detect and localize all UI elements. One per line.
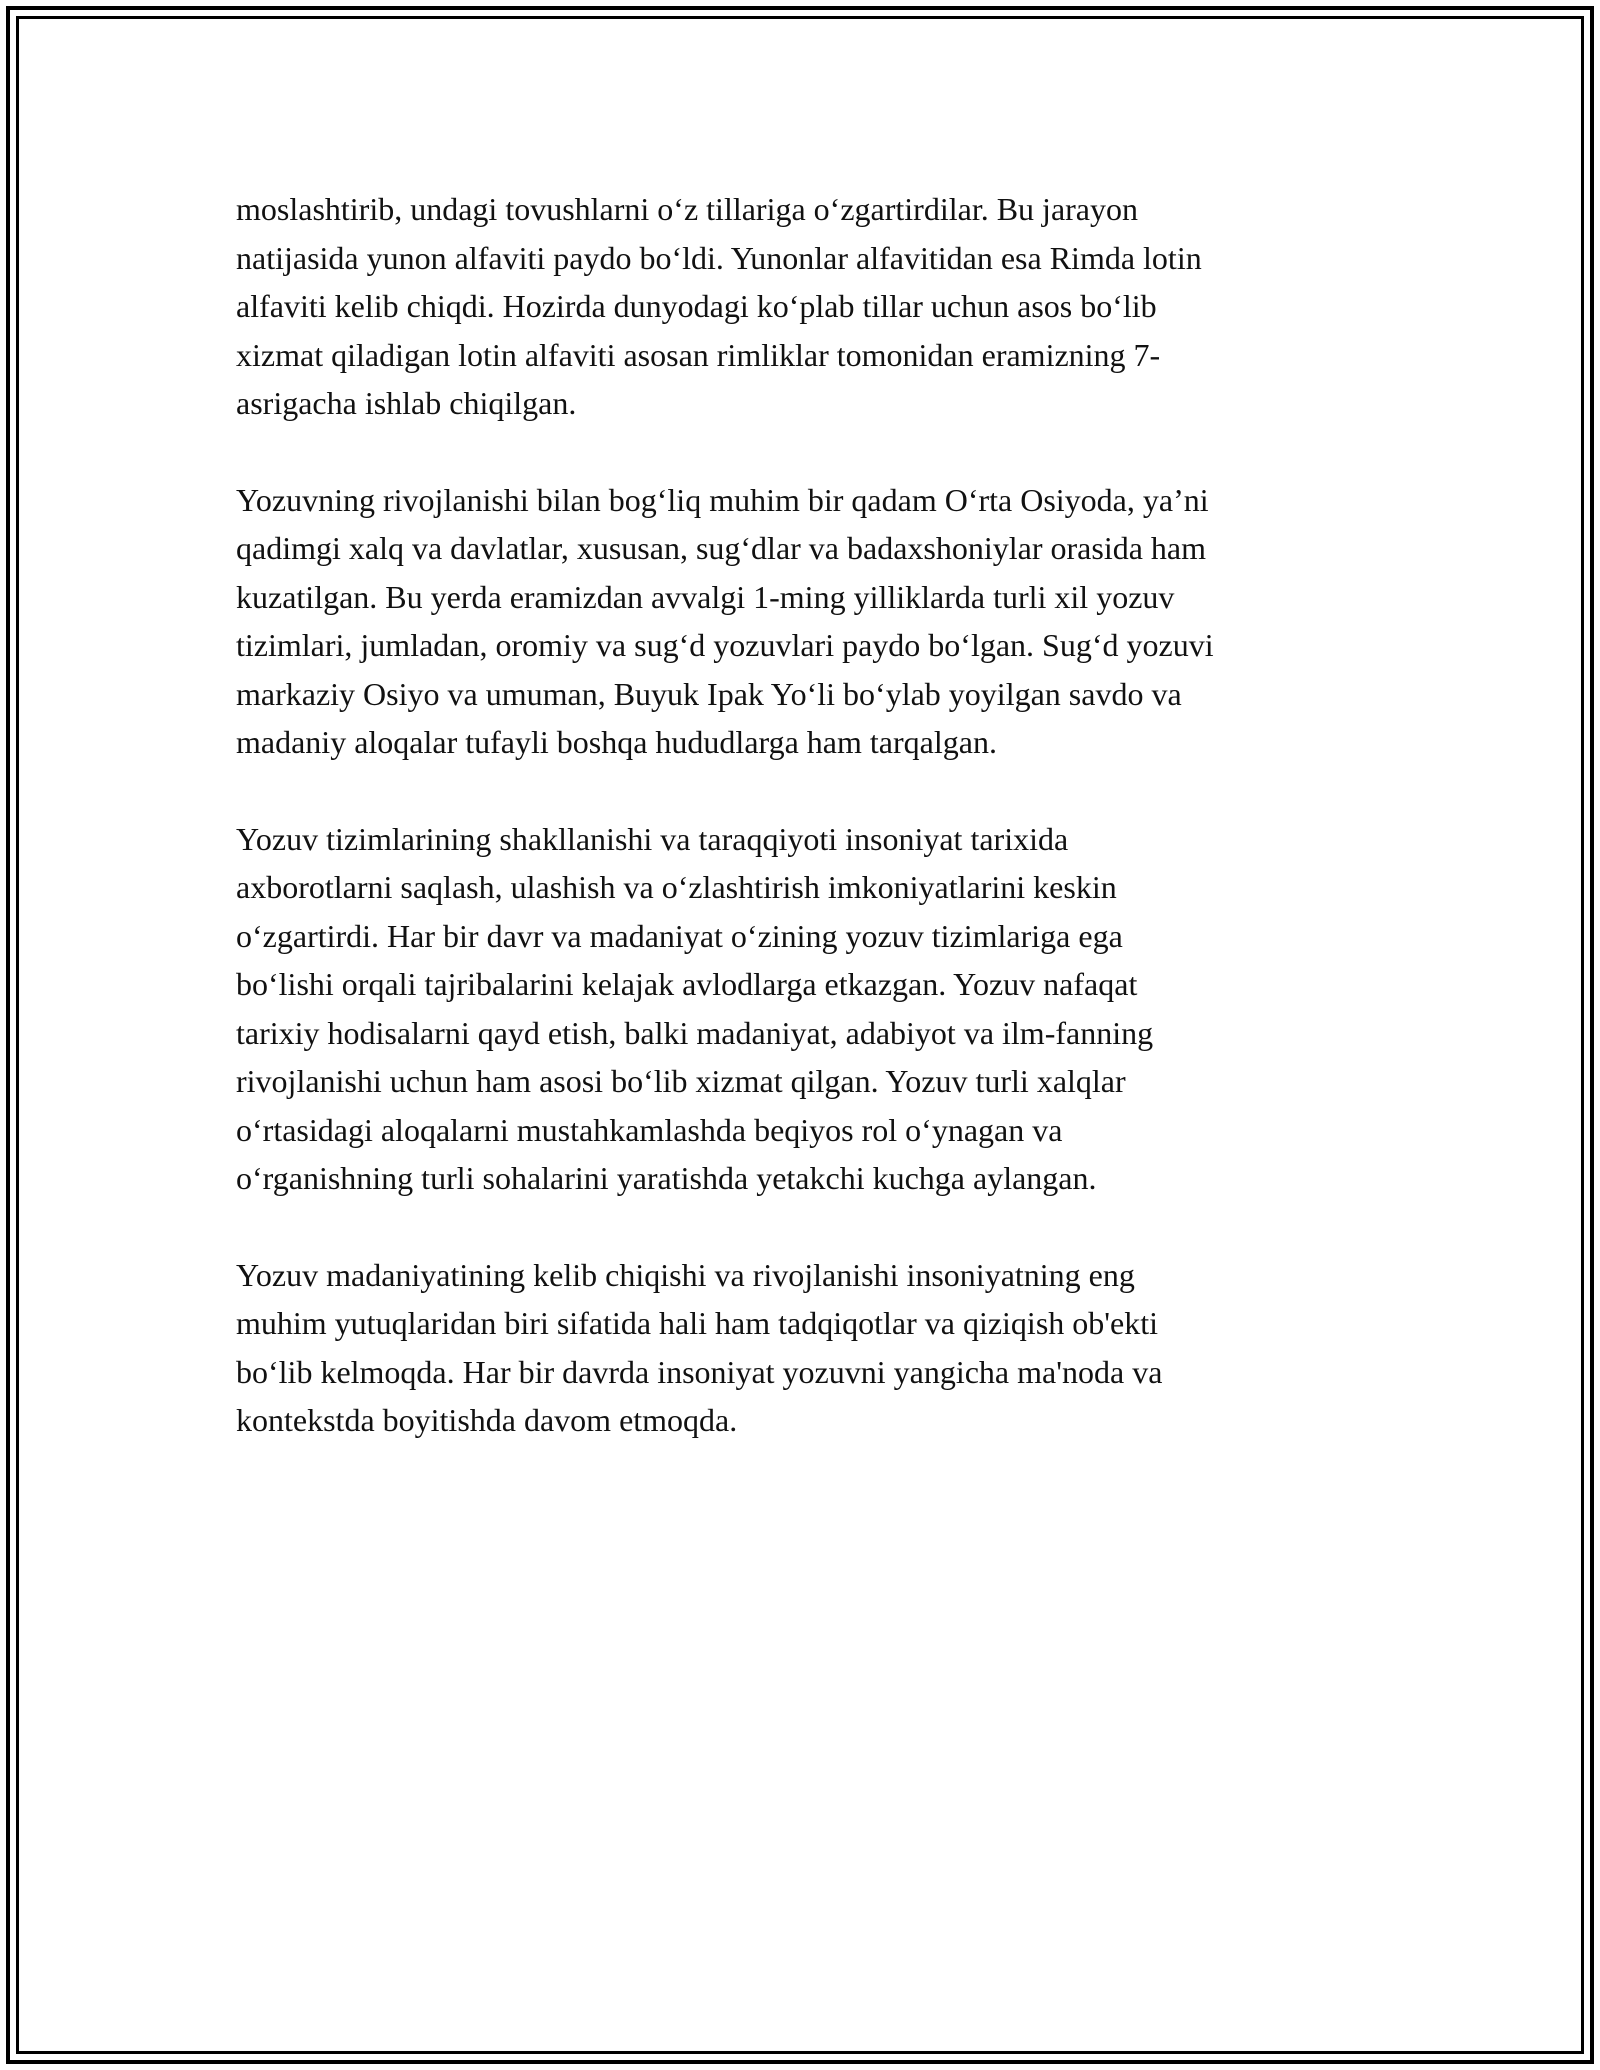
text-line: Yozuv tizimlarining shakllanishi va taraqqiyoti insoniyat tarixida xyxy=(236,820,1069,857)
document-body xyxy=(236,185,1366,1445)
text-line: bo‘lib kelmoqda. Har bir davrda insoniyat yozuvni yangicha ma'noda va xyxy=(236,1353,1163,1390)
text-line: asrigacha ishlab chiqilgan. xyxy=(236,385,577,421)
text-line: o‘rtasidagi aloqalarni mustahkamlashda beqiyos rol o‘ynagan va xyxy=(236,1111,1063,1148)
text-line: xizmat qiladigan lotin alfaviti asosan rimliklar tomonidan eramizning 7- xyxy=(236,336,1161,373)
text-line: bo‘lishi orqali tajribalarini kelajak avlodlarga etkazgan. Yozuv nafaqat xyxy=(236,966,1138,1002)
text-line: moslashtirib, undagi tovushlarni o‘z tillariga o‘zgartirdilar. Bu jarayon xyxy=(236,191,1138,227)
text-line: Yozuv madaniyatining kelib chiqishi va rivojlanishi insoniyatning eng xyxy=(236,1256,1135,1293)
text-line: tizimlari, jumladan, oromiy va sug‘d yozuvlari paydo bo‘lgan. Sug‘d yozuvi xyxy=(236,627,1214,663)
text-line: axborotlarni saqlash, ulashish va o‘zlashtirish imkoniyatlarini keskin xyxy=(236,869,1117,905)
text-line: alfaviti kelib chiqdi. Hozirda dunyodagi ko‘plab tillar uchun asos bo‘lib xyxy=(236,288,1157,324)
text-line: rivojlanishi uchun ham asosi bo‘lib xizmat qilgan. Yozuv turli xalqlar xyxy=(236,1063,1126,1099)
text-line: o‘zgartirdi. Har bir davr va madaniyat o‘zining yozuv tizimlariga ega xyxy=(236,917,1123,954)
text-line: Yozuvning rivojlanishi bilan bog‘liq muhim bir qadam O‘rta Osiyoda, ya’ni xyxy=(236,481,1209,518)
text-line: muhim yutuqlaridan biri sifatida hali ham tadqiqotlar va qiziqish ob'ekti xyxy=(236,1305,1159,1341)
text-line: o‘rganishning turli sohalarini yaratishda yetakchi kuchga aylangan. xyxy=(236,1160,1097,1196)
paragraph-2 xyxy=(236,476,1366,767)
paragraph-1 xyxy=(236,185,1366,428)
text-line: kuzatilgan. Bu yerda eramizdan avvalgi 1-ming yilliklarda turli xil yozuv xyxy=(236,578,1175,615)
text-line: tarixiy hodisalarni qayd etish, balki madaniyat, adabiyot va ilm-fanning xyxy=(236,1014,1154,1051)
paragraph-3 xyxy=(236,815,1366,1203)
paragraph-4 xyxy=(236,1251,1366,1445)
text-line: kontekstda boyitishda davom etmoqda. xyxy=(236,1402,738,1438)
text-line: markaziy Osiyo va umuman, Buyuk Ipak Yo‘li bo‘ylab yoyilgan savdo va xyxy=(236,675,1182,712)
text-line: qadimgi xalq va davlatlar, xususan, sug‘dlar va badaxshoniylar orasida ham xyxy=(236,530,1206,566)
text-line: madaniy aloqalar tufayli boshqa hududlarga ham tarqalgan. xyxy=(236,724,997,760)
text-line: natijasida yunon alfaviti paydo bo‘ldi. Yunonlar alfavitidan esa Rimda lotin xyxy=(236,239,1202,276)
